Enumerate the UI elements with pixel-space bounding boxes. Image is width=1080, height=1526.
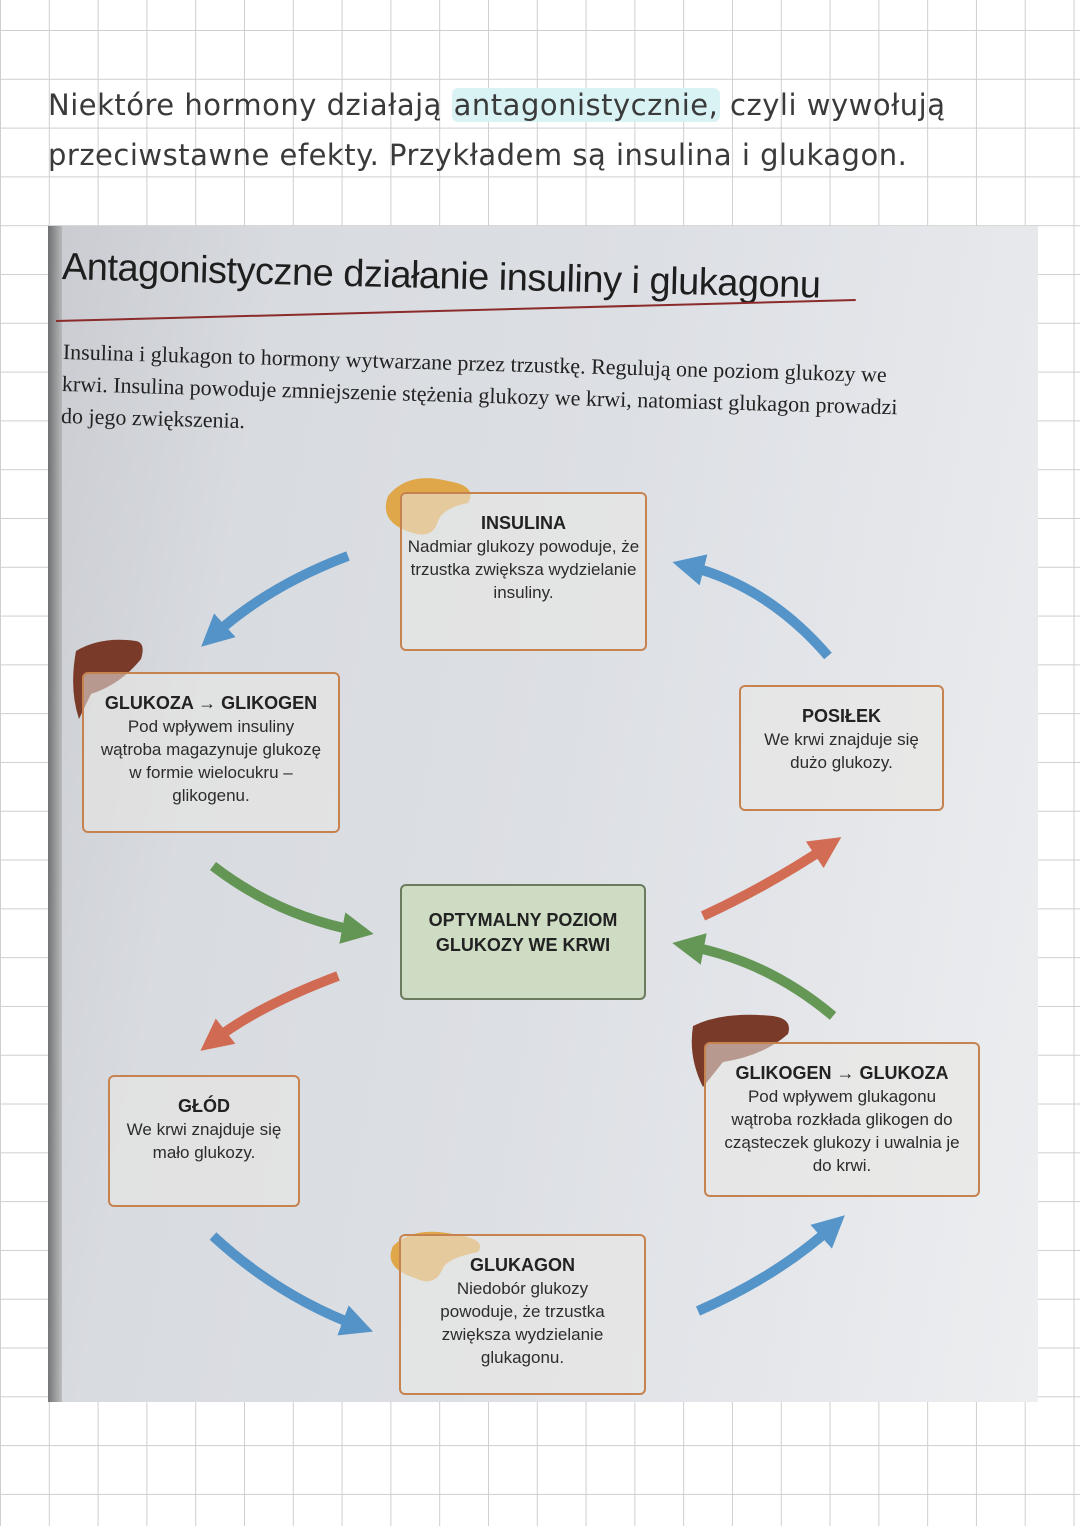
diagram-title: Antagonistyczne działanie insuliny i glukagonu <box>61 246 821 307</box>
box-text: Niedobór glukozy powoduje, że trzustka zwiększa wydzielanie glukagonu. <box>440 1279 605 1367</box>
box-title: INSULINA <box>481 513 566 533</box>
box-title: POSIŁEK <box>801 706 881 726</box>
textbook-photo <box>48 226 1038 1402</box>
arrow-optimal-to-glod <box>213 976 338 1041</box>
arrow-liver-to-optimal <box>213 866 358 931</box>
note-text-cont: czyli wywołują przeciwstawne efekty. Przykładem są insulina i glukagon. <box>48 88 946 172</box>
glikogen-glukoza-box <box>704 1042 980 1197</box>
glod-box <box>108 1075 300 1207</box>
box-title: GŁÓD <box>178 1096 230 1116</box>
box-text: Nadmiar glukozy powoduje, że trzustka zwiększa wydzielanie insuliny. <box>407 537 640 602</box>
highlighted-word: antagonistycznie, <box>453 88 719 122</box>
insulina-box <box>400 492 647 651</box>
box-title: OPTYMALNY POZIOM GLUKOZY WE KRWI <box>428 910 618 955</box>
box-title: GLUKOZA → GLIKOGEN <box>104 693 318 713</box>
handwritten-note <box>48 80 1048 180</box>
arrow-liver2-to-optimal <box>688 946 833 1016</box>
note-text: Niektóre hormony działają <box>48 88 452 122</box>
posilek-box <box>739 685 944 811</box>
arrow-glod-to-glukagon <box>213 1236 358 1326</box>
glukoza-glikogen-box <box>82 672 340 833</box>
box-text: We krwi znajduje się mało glukozy. <box>126 1120 282 1162</box>
glukagon-box <box>399 1234 646 1395</box>
box-title: GLIKOGEN → GLUKOZA <box>735 1063 949 1083</box>
optymalny-poziom-box <box>400 884 646 1000</box>
box-text: Pod wpływem insuliny wątroba magazynuje glukozę w formie wielocukru – glikogenu. <box>100 717 322 805</box>
intro-paragraph: Insulina i glukagon to hormony wytwarzane przez trzustkę. Regulują one poziom glukozy we krwi. Insulina powoduje zmniejszenie stężenia glukozy we krwi, natomiast glukagon prowadzi do jego zwiększenia. <box>60 339 898 434</box>
arrow-optimal-to-posilek <box>703 846 828 916</box>
box-title: GLUKAGON <box>470 1255 575 1275</box>
arrow-insulina-to-liver <box>213 556 348 636</box>
box-text: Pod wpływem glukagonu wątroba rozkłada glikogen do cząsteczek glukozy i uwalnia je do krwi. <box>724 1087 960 1175</box>
box-text: We krwi znajduje się dużo glukozy. <box>764 730 919 772</box>
arrow-posilek-to-insulina <box>688 566 828 656</box>
arrow-glukagon-to-liver2 <box>698 1226 833 1311</box>
